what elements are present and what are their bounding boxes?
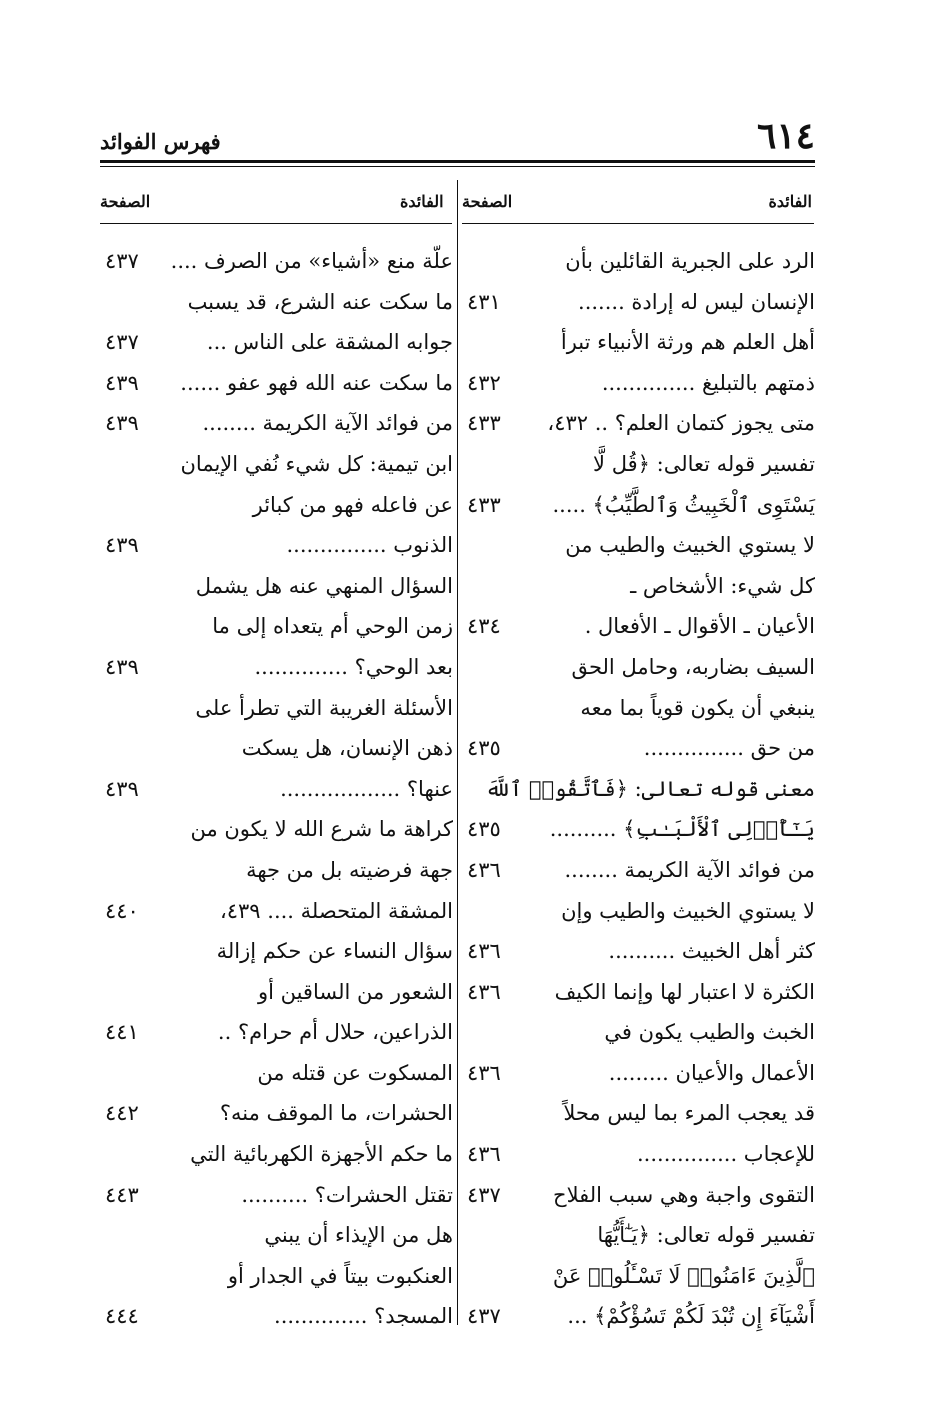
index-entry	[467, 1054, 815, 1095]
index-entry	[105, 1176, 453, 1217]
right-index-column	[467, 242, 815, 1338]
entry-text: كل شيء: الأشخاص ـ	[630, 573, 815, 598]
header-rule-thin	[100, 166, 815, 167]
index-entry	[467, 607, 815, 648]
entry-page-number: ٤٣٦	[467, 857, 501, 882]
index-entry	[105, 607, 453, 648]
index-entry	[467, 1135, 815, 1176]
entry-text: ما حكم الأجهزة الكهربائية التي	[190, 1142, 453, 1167]
entry-text: تقتل الحشرات؟ ..........	[241, 1182, 453, 1207]
index-entry	[467, 932, 815, 973]
entry-text: المشقة المتحصلة .... ٤٣٩،	[219, 898, 453, 923]
entry-text: عنها؟ ..................	[280, 776, 453, 801]
entry-page-number: ٤٣٦	[467, 979, 501, 1004]
entry-page-number: ٤٤٣	[105, 1182, 139, 1207]
entry-text: كثر أهل الخبيث ..........	[608, 939, 815, 964]
entry-text: هل من الإيذاء أن يبني	[264, 1223, 453, 1248]
right-column-page-heading: الصفحة	[462, 192, 513, 211]
index-entry	[467, 1176, 815, 1217]
index-entry	[105, 404, 453, 445]
page-number: ٦١٤	[756, 115, 815, 157]
entry-page-number: ٤٣١	[467, 289, 501, 314]
entry-page-number: ٤٣٧	[467, 1182, 501, 1207]
index-entry	[467, 851, 815, 892]
entry-text: أَشْيَآءَ إِن تُبْدَ لَكُمْ تَسُؤْكُمْ﴾ ...	[567, 1304, 815, 1329]
index-entry	[105, 486, 453, 527]
index-entry	[467, 1094, 815, 1135]
index-entry	[105, 689, 453, 730]
index-entry	[105, 445, 453, 486]
entry-text: الحشرات، ما الموقف منه؟	[219, 1101, 453, 1126]
index-entry	[467, 1216, 815, 1257]
entry-text: من حق ...............	[643, 736, 815, 761]
entry-text: لا يستوي الخبيث والطيب وإن	[561, 898, 815, 923]
index-entry	[467, 283, 815, 324]
index-entry	[467, 810, 815, 851]
entry-text: السيف بضاربه، وحامل الحق	[571, 654, 815, 679]
entry-text: قد يعجب المرء بما ليس محلاً	[563, 1101, 815, 1126]
entry-page-number: ٤٣٦	[467, 1142, 501, 1167]
page-header	[100, 115, 815, 165]
entry-page-number: ٤٣٧	[467, 1304, 501, 1329]
entry-text: الرد على الجبرية القائلين بأن	[565, 249, 815, 273]
entry-text: بعد الوحي؟ ..............	[254, 654, 453, 679]
entry-text: الشعور من الساقين أو	[257, 979, 453, 1004]
index-entry	[105, 1013, 453, 1054]
index-entry	[467, 1013, 815, 1054]
entry-page-number: ٤٣٩	[105, 654, 139, 679]
entry-text: لا يستوي الخبيث والطيب من	[565, 533, 815, 558]
entry-page-number: ٤٣٧	[105, 330, 139, 355]
entry-text: معنى قوله تعالى: ﴿فَٱتَّقُوا۟ ٱللَّهَ	[485, 776, 815, 801]
entry-text: ما سكت عنه الله فهو عفو ......	[180, 370, 453, 395]
index-entry	[105, 770, 453, 811]
entry-text: الذراعين، حلال أم حرام؟ ..	[217, 1020, 453, 1045]
entry-page-number: ٤٣٩	[105, 533, 139, 558]
entry-text: ينبغي أن يكون قوياً بما معه	[580, 695, 815, 720]
index-entry	[105, 1297, 453, 1338]
index-entry	[467, 1257, 815, 1298]
entry-text: يَسْتَوِى ٱلْخَبِيثُ وَٱلطَّيِّبُ﴾ .....	[552, 492, 815, 517]
left-column-page-heading: الصفحة	[100, 192, 151, 211]
entry-page-number: ٤٣٣	[467, 492, 501, 517]
entry-text: من فوائد الآية الكريمة ........	[202, 411, 453, 436]
entry-text: سؤال النساء عن حكم إزالة	[216, 939, 453, 964]
index-entry	[105, 1257, 453, 1298]
entry-text: عن فاعله فهو من كبائر	[252, 492, 453, 517]
running-title: فهرس الفوائد	[100, 129, 221, 154]
entry-text: جهة فرضيته بل من جهة	[246, 857, 453, 882]
entry-page-number: ٤٣٦	[467, 939, 501, 964]
right-column-heading-underline	[462, 223, 814, 224]
index-entry	[105, 364, 453, 405]
entry-text: الأسئلة الغريبة التي تطرأ على	[195, 695, 453, 720]
index-entry	[105, 323, 453, 364]
index-entry	[467, 973, 815, 1014]
entry-text: الإنسان ليس له إرادة .......	[578, 289, 815, 314]
index-entry	[467, 770, 815, 811]
entry-page-number: ٤٣٩	[105, 370, 139, 395]
index-entry	[467, 486, 815, 527]
index-entry	[467, 323, 815, 364]
index-entry	[105, 283, 453, 324]
entry-text: ابن تيمية: كل شيء نُفي الإيمان	[180, 451, 453, 476]
index-entry	[105, 851, 453, 892]
entry-page-number: ٤٤٤	[105, 1304, 139, 1329]
entry-text: المسكوت عن قتله من	[257, 1060, 453, 1085]
index-entry	[105, 648, 453, 689]
entry-text: الأعيان ـ الأقوال ـ الأفعال .	[584, 614, 815, 639]
entry-page-number: ٤٣٦	[467, 1060, 501, 1085]
entry-page-number: ٤٤١	[105, 1020, 139, 1045]
entry-page-number: ٤٣٥	[467, 736, 501, 761]
entry-text: الذنوب ...............	[286, 533, 453, 558]
entry-text: متى يجوز كتمان العلم؟ .. ٤٣٢،	[547, 411, 815, 436]
entry-text: الخبث والطيب يكون في	[604, 1020, 815, 1045]
entry-page-number: ٤٤٠	[105, 898, 139, 923]
entry-text: الكثرة لا اعتبار لها وإنما الكيف	[554, 979, 815, 1004]
index-entry	[105, 932, 453, 973]
entry-page-number: ٤٣٩	[105, 776, 139, 801]
entry-page-number: ٤٣٢	[467, 370, 501, 395]
index-entry	[467, 567, 815, 608]
entry-page-number: ٤٣٤	[467, 614, 501, 639]
index-entry	[105, 810, 453, 851]
entry-page-number: ٤٤٢	[105, 1101, 139, 1126]
entry-page-number: ٤٣٩	[105, 411, 139, 436]
entry-text: علّة منع «أشياء» من الصرف ....	[170, 249, 453, 273]
entry-text: جوابه المشقة على الناس ...	[206, 330, 453, 355]
entry-text: الأعمال والأعيان .........	[608, 1060, 815, 1085]
left-column-heading-underline	[100, 223, 452, 224]
entry-text: العنكبوت بيتاً في الجدار أو	[227, 1263, 453, 1288]
index-entry	[467, 648, 815, 689]
index-entry	[105, 1054, 453, 1095]
right-column-topic-heading: الفائدة	[768, 192, 812, 211]
index-entry	[105, 729, 453, 770]
header-rule-thick	[100, 160, 815, 163]
left-column-topic-heading: الفائدة	[400, 192, 444, 211]
entry-text: كراهة ما شرع الله لا يكون من	[190, 817, 453, 842]
entry-text: التقوى واجبة وهي سبب الفلاح	[553, 1182, 815, 1207]
entry-text: تفسير قوله تعالى: ﴿قُل لَّا	[593, 451, 815, 476]
index-entry	[467, 526, 815, 567]
entry-text: أهل العلم هم ورثة الأنبياء تبرأ	[560, 330, 815, 355]
entry-text: للإعجاب ...............	[637, 1142, 815, 1167]
index-entry	[105, 1094, 453, 1135]
entry-text: زمن الوحي أم يتعداه إلى ما	[212, 614, 453, 639]
index-entry	[467, 892, 815, 933]
index-entry	[105, 973, 453, 1014]
entry-text: يَـٰٓأُو۟لِى ٱلْأَلْبَـٰبِ﴾ ..........	[549, 817, 815, 842]
index-entry	[467, 689, 815, 730]
left-index-column	[105, 242, 453, 1338]
entry-text: تفسير قوله تعالى: ﴿يَـٰٓأَيُّهَا	[597, 1223, 815, 1248]
index-entry	[105, 567, 453, 608]
entry-text: ذمتهم بالتبليغ ..............	[601, 370, 815, 395]
index-entry	[105, 242, 453, 283]
entry-text: المسجد؟ ..............	[274, 1304, 453, 1329]
entry-text: السؤال المنهي عنه هل يشمل	[195, 573, 453, 598]
index-entry	[467, 729, 815, 770]
index-entry	[105, 1216, 453, 1257]
entry-page-number: ٤٣٧	[105, 249, 139, 273]
entry-text: ذهن الإنسان، هل يسكت	[241, 736, 453, 761]
entry-text: ما سكت عنه الشرع، قد يسبب	[187, 289, 453, 314]
index-entry	[105, 892, 453, 933]
entry-text: من فوائد الآية الكريمة ........	[564, 857, 815, 882]
index-entry	[105, 526, 453, 567]
index-entry	[467, 445, 815, 486]
entry-text: ٱلَّذِينَ ءَامَنُوا۟ لَا تَسْـَٔلُوا۟ عَنْ	[552, 1263, 815, 1288]
entry-page-number: ٤٣٣	[467, 411, 501, 436]
index-entry	[467, 242, 815, 283]
entry-page-number: ٤٣٥	[467, 817, 501, 842]
index-entry	[467, 404, 815, 445]
column-divider	[457, 180, 458, 1325]
index-entry	[467, 364, 815, 405]
index-entry	[105, 1135, 453, 1176]
index-entry	[467, 1297, 815, 1338]
